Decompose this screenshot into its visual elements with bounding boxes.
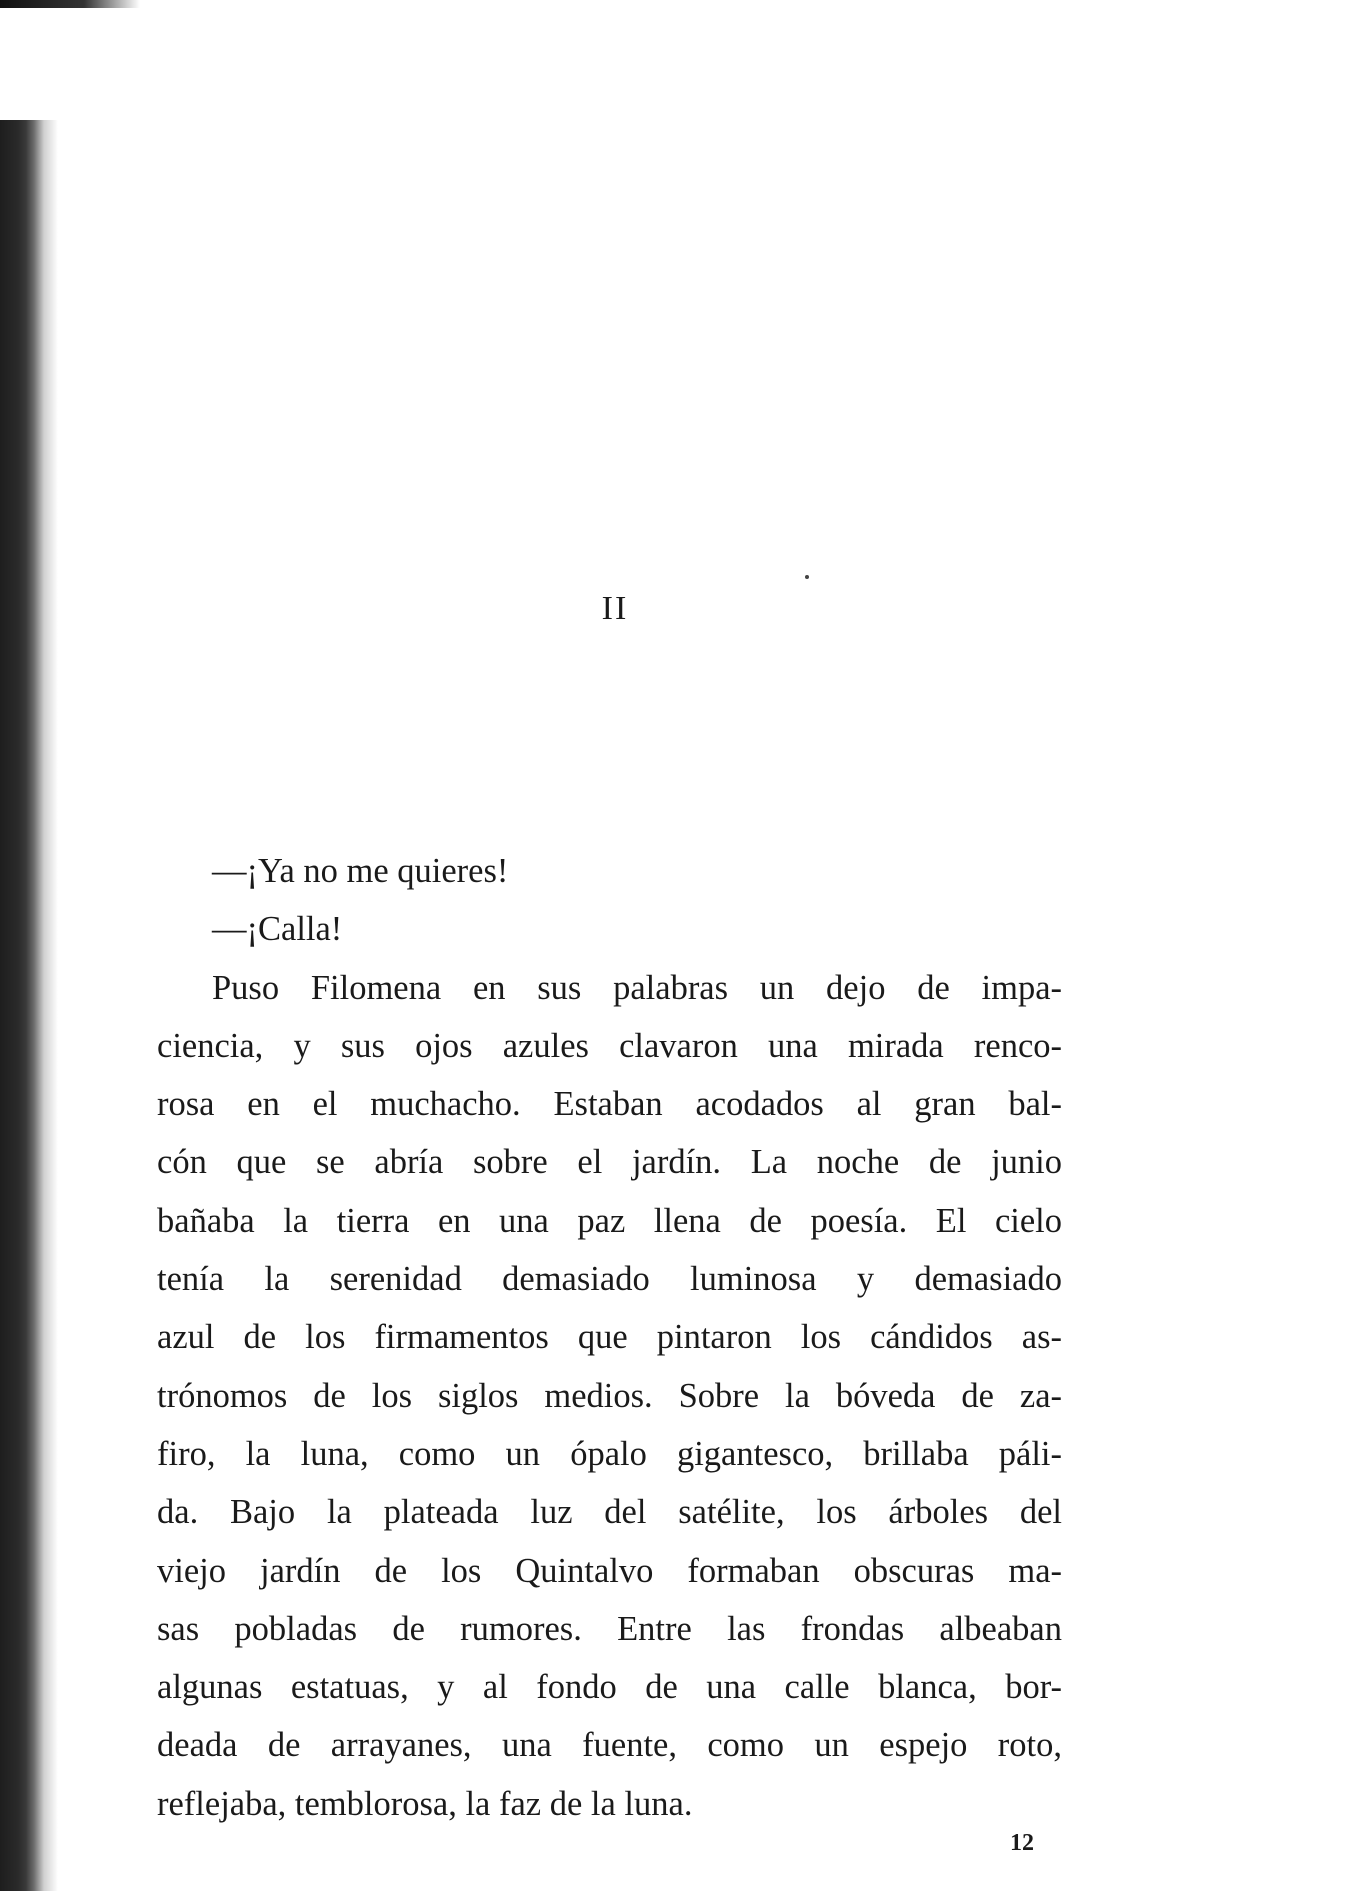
paragraph-line: trónomos de los siglos medios. Sobre la bóveda de za- [157, 1376, 1062, 1415]
paragraph-line: ciencia, y sus ojos azules clavaron una mirada renco- [157, 1026, 1062, 1065]
paragraph-line: viejo jardín de los Quintalvo formaban obscuras ma- [157, 1551, 1062, 1590]
paragraph-line: firo, la luna, como un ópalo gigantesco, brillaba páli- [157, 1434, 1062, 1473]
ink-speck [805, 575, 809, 579]
page-number: 12 [1010, 1830, 1034, 1856]
paragraph-line: deada de arrayanes, una fuente, como un espejo roto, [157, 1726, 1062, 1765]
paragraph-line: algunas estatuas, y al fondo de una calle blanca, bor- [157, 1668, 1062, 1707]
dialogue-line: —¡Calla! [212, 910, 343, 949]
chapter-heading: II [601, 590, 629, 627]
paragraph-line: rosa en el muchacho. Estaban acodados al gran bal- [157, 1085, 1062, 1124]
dialogue-line: —¡Ya no me quieres! [212, 852, 509, 890]
paragraph-line: sas pobladas de rumores. Entre las frondas albeaban [157, 1609, 1062, 1648]
paragraph-line: bañaba la tierra en una paz llena de poesía. El cielo [157, 1201, 1062, 1240]
paragraph-line: Puso Filomena en sus palabras un dejo de impa- [212, 968, 1062, 1007]
paragraph-line: reflejaba, temblorosa, la faz de la luna. [157, 1784, 693, 1823]
paragraph-line: tenía la serenidad demasiado luminosa y demasiado [157, 1260, 1062, 1299]
scan-edge-shadow [0, 0, 140, 8]
paragraph-line: azul de los firmamentos que pintaron los cándidos as- [157, 1318, 1062, 1357]
body-text [157, 842, 1062, 1833]
paragraph-line: cón que se abría sobre el jardín. La noche de junio [157, 1143, 1062, 1182]
binding-shadow [0, 120, 58, 1891]
paragraph-line: da. Bajo la plateada luz del satélite, los árboles del [157, 1493, 1062, 1532]
